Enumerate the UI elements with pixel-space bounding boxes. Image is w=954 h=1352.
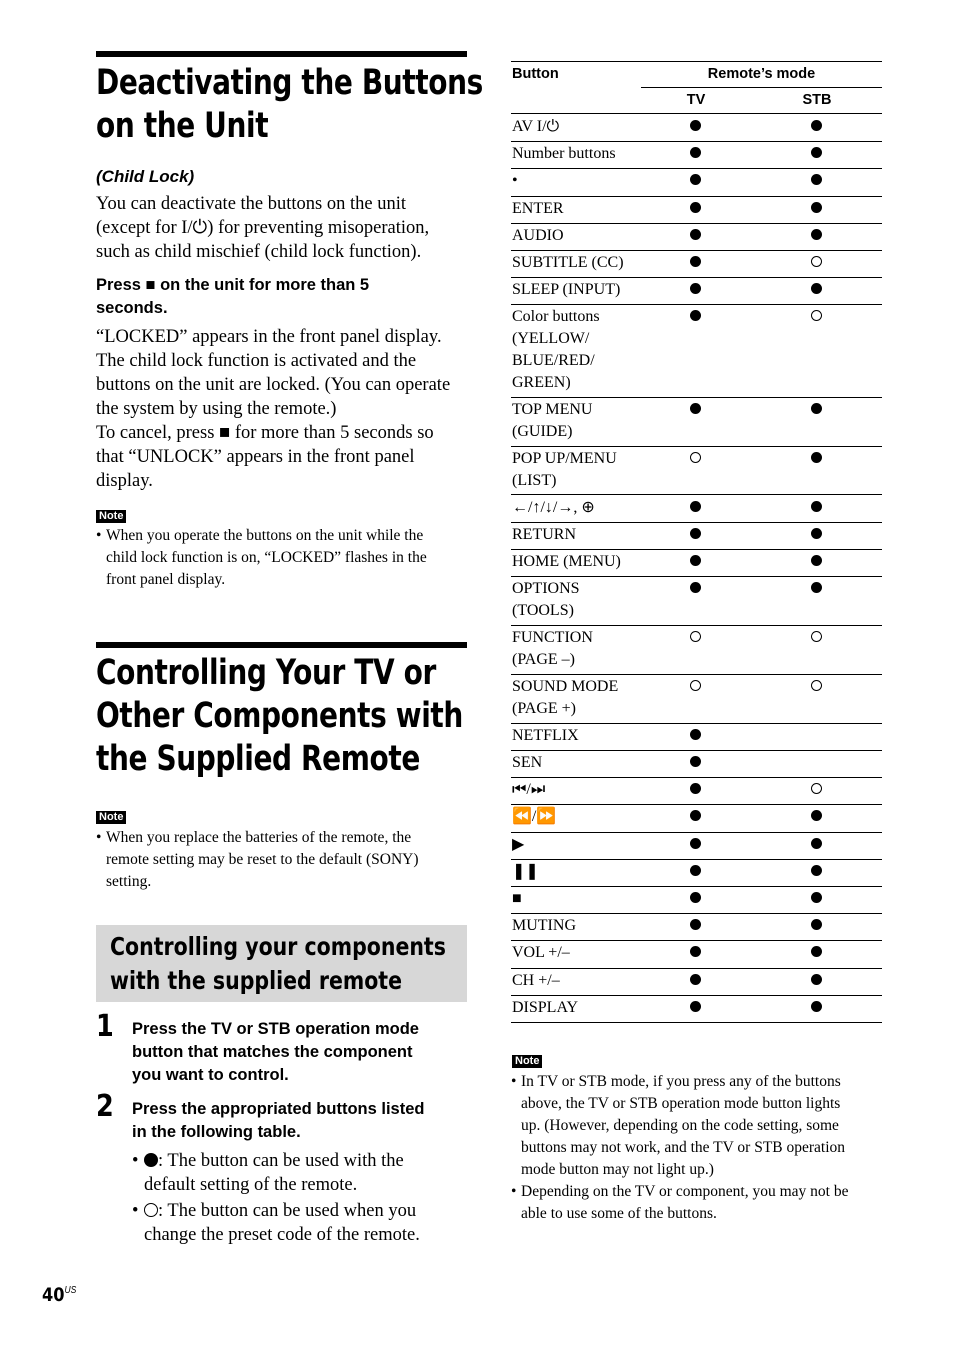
- filled-circle-icon: [811, 174, 822, 185]
- filled-circle-icon: [811, 582, 822, 593]
- note-text: • When you replace the batteries of the remote, the remote setting may be reset to the default (SONY) setting.: [96, 829, 419, 890]
- note-text: • In TV or STB mode, if you press any of the buttons above, the TV or STB operation mode button lights up. (However, depending on the code setting, some buttons may not work, and the TV or STB operation mode button may not light up.): [511, 1073, 846, 1178]
- table-header-button: Button: [512, 66, 559, 82]
- table-row-rule: [511, 223, 882, 224]
- open-circle-icon: [811, 680, 822, 691]
- table-header-mode: Remote’s mode: [707, 66, 816, 82]
- table-row-rule: [511, 549, 882, 550]
- filled-circle-icon: [690, 229, 701, 240]
- table-row-rule: [511, 804, 882, 805]
- filled-circle-icon: [690, 1001, 701, 1012]
- note-text: • When you operate the buttons on the unit while the child lock function is on, “LOCKED” flashes in the front panel display.: [96, 527, 427, 588]
- step-text: Press the appropriated buttons listed in the following table.: [132, 1100, 425, 1141]
- table-top-rule: [511, 61, 882, 62]
- table-row-rule: [511, 277, 882, 278]
- legend-item: • : The button can be used with the default setting of the remote.: [132, 1151, 404, 1195]
- button-name-cell: AUDIO: [512, 226, 564, 244]
- table-header-rule: [511, 113, 882, 114]
- step-number: 2: [96, 1089, 114, 1124]
- filled-circle-icon: [690, 919, 701, 930]
- filled-circle-icon: [811, 283, 822, 294]
- filled-circle-icon: [690, 147, 701, 158]
- filled-circle-icon: [690, 810, 701, 821]
- filled-circle-icon: [690, 865, 701, 876]
- filled-circle-icon: [811, 229, 822, 240]
- table-row-rule: [511, 886, 882, 887]
- filled-circle-icon: [690, 120, 701, 131]
- button-name-cell: RETURN: [512, 525, 576, 543]
- button-name-cell: ❚❚: [512, 862, 539, 880]
- filled-circle-icon: [690, 310, 701, 321]
- button-name-cell: MUTING: [512, 917, 576, 935]
- table-row-rule: [511, 196, 882, 197]
- button-name-cell: ⏮/⏭: [512, 781, 546, 799]
- open-circle-icon: [811, 783, 822, 794]
- subsection-title-line: with the supplied remote: [110, 966, 403, 995]
- open-circle-icon: [690, 680, 701, 691]
- note-text: • Depending on the TV or component, you may not be able to use some of the buttons.: [511, 1183, 849, 1222]
- button-name-cell: SOUND MODE (PAGE +): [512, 677, 619, 717]
- page-number: $40^{US}$: [42, 1284, 77, 1306]
- table-row-rule: [511, 494, 882, 495]
- filled-circle-icon: [811, 865, 822, 876]
- filled-circle-icon: [690, 946, 701, 957]
- filled-circle-icon: [690, 729, 701, 740]
- note-label: Note: [512, 1055, 542, 1068]
- button-name-cell: SLEEP (INPUT): [512, 281, 621, 299]
- filled-circle-icon: [811, 892, 822, 903]
- button-name-cell: VOL +/–: [512, 944, 570, 962]
- table-row-rule: [511, 832, 882, 833]
- filled-circle-icon: [811, 202, 822, 213]
- filled-circle-icon: [690, 783, 701, 794]
- table-row-rule: [511, 859, 882, 860]
- filled-circle-icon: [811, 555, 822, 566]
- button-name-cell: OPTIONS (TOOLS): [512, 580, 580, 620]
- table-row-rule: [511, 968, 882, 969]
- legend-item: • : The button can be used when you change the preset code of the remote.: [132, 1201, 420, 1245]
- button-name-cell: FUNCTION (PAGE –): [512, 629, 593, 668]
- filled-circle-icon: [690, 528, 701, 539]
- filled-circle-icon: [811, 1001, 822, 1012]
- button-name-cell: ENTER: [512, 199, 564, 217]
- table-row-rule: [511, 913, 882, 914]
- button-name-cell: POP UP/MENU (LIST): [512, 449, 617, 489]
- table-header-divider: [641, 87, 882, 88]
- open-circle-icon: [690, 631, 701, 642]
- body-text: “LOCKED” appears in the front panel display. The child lock function is activated and the buttons on the unit are locked. (You can operate the system by using the remote.) To cancel, press ■ for more than 5 seconds so that “UNLOCK” appears in the front panel display.: [96, 327, 451, 491]
- open-circle-icon: [811, 256, 822, 267]
- table-row-rule: [511, 141, 882, 142]
- button-name-cell: ▶: [512, 835, 525, 853]
- note-label: Note: [96, 510, 126, 523]
- button-name-cell: TOP MENU (GUIDE): [512, 400, 593, 440]
- button-name-cell: Number buttons: [512, 145, 616, 163]
- table-row-rule: [511, 750, 882, 751]
- filled-circle-icon: [811, 501, 822, 512]
- intro-text: You can deactivate the buttons on the unit (except for I/⏻) for preventing misoperation, such as child mischief (child lock function).: [96, 194, 430, 262]
- filled-circle-icon: [690, 555, 701, 566]
- table-row-rule: [511, 1022, 882, 1023]
- button-name-cell: NETFLIX: [512, 726, 579, 744]
- section-subtitle: (Child Lock): [96, 167, 195, 186]
- step-text: Press the TV or STB operation mode button that matches the component you want to control.: [132, 1020, 419, 1084]
- table-header-tv: TV: [686, 92, 706, 108]
- section-title-line: on the Unit: [96, 106, 269, 146]
- filled-circle-icon: [811, 147, 822, 158]
- instruction-text: Press ■ on the unit for more than 5 seconds.: [96, 276, 370, 317]
- section-title-line: the Supplied Remote: [96, 739, 420, 779]
- table-row-rule: [511, 250, 882, 251]
- button-name-cell: •: [512, 172, 518, 190]
- section-title-line: Deactivating the Buttons: [96, 63, 483, 103]
- filled-circle-icon: [690, 202, 701, 213]
- open-circle-icon: [811, 631, 822, 642]
- filled-circle-icon: [811, 528, 822, 539]
- filled-circle-icon: [811, 974, 822, 985]
- section-top-rule: [96, 642, 467, 648]
- button-name-cell: SEN: [512, 754, 543, 771]
- button-name-cell: SUBTITLE (CC): [512, 254, 624, 271]
- filled-circle-icon: [811, 810, 822, 821]
- open-circle-icon: [690, 452, 701, 463]
- filled-circle-icon: [811, 120, 822, 131]
- filled-circle-icon: [811, 403, 822, 414]
- table-row-rule: [511, 777, 882, 778]
- table-row-rule: [511, 625, 882, 626]
- table-header-stb: STB: [802, 92, 832, 108]
- button-name-cell: HOME (MENU): [512, 552, 621, 570]
- section-top-rule: [96, 51, 467, 57]
- filled-circle-icon: [690, 403, 701, 414]
- table-row-rule: [511, 304, 882, 305]
- button-name-cell: ■: [512, 890, 522, 907]
- filled-circle-icon: [690, 283, 701, 294]
- section-title-line: Other Components with: [96, 696, 463, 736]
- button-name-cell: Color buttons (YELLOW/ BLUE/RED/ GREEN): [512, 308, 600, 392]
- filled-circle-icon: [811, 919, 822, 930]
- filled-circle-icon: [811, 452, 822, 463]
- filled-circle-icon: [690, 256, 701, 267]
- open-circle-icon: [144, 1203, 158, 1217]
- table-row-rule: [511, 940, 882, 941]
- button-name-cell: CH +/–: [512, 971, 560, 989]
- section-title-line: Controlling Your TV or: [96, 653, 436, 693]
- filled-circle-icon: [690, 838, 701, 849]
- filled-circle-icon: [690, 501, 701, 512]
- table-row-rule: [511, 674, 882, 675]
- filled-circle-icon: [690, 174, 701, 185]
- filled-circle-icon: [144, 1153, 158, 1167]
- subsection-title-line: Controlling your components: [110, 932, 446, 961]
- open-circle-icon: [811, 310, 822, 321]
- table-row-rule: [511, 576, 882, 577]
- button-name-cell: AV I/⏻: [512, 118, 560, 135]
- step-number: 1: [96, 1009, 114, 1044]
- button-name-cell: DISPLAY: [512, 998, 579, 1016]
- filled-circle-icon: [811, 838, 822, 849]
- table-row-rule: [511, 168, 882, 169]
- button-name-cell: ←/↑/↓/→, ⊕: [512, 498, 595, 516]
- filled-circle-icon: [811, 946, 822, 957]
- filled-circle-icon: [690, 892, 701, 903]
- filled-circle-icon: [690, 582, 701, 593]
- button-name-cell: ⏪/⏩: [512, 808, 557, 826]
- note-label: Note: [96, 811, 126, 824]
- filled-circle-icon: [690, 756, 701, 767]
- filled-circle-icon: [690, 974, 701, 985]
